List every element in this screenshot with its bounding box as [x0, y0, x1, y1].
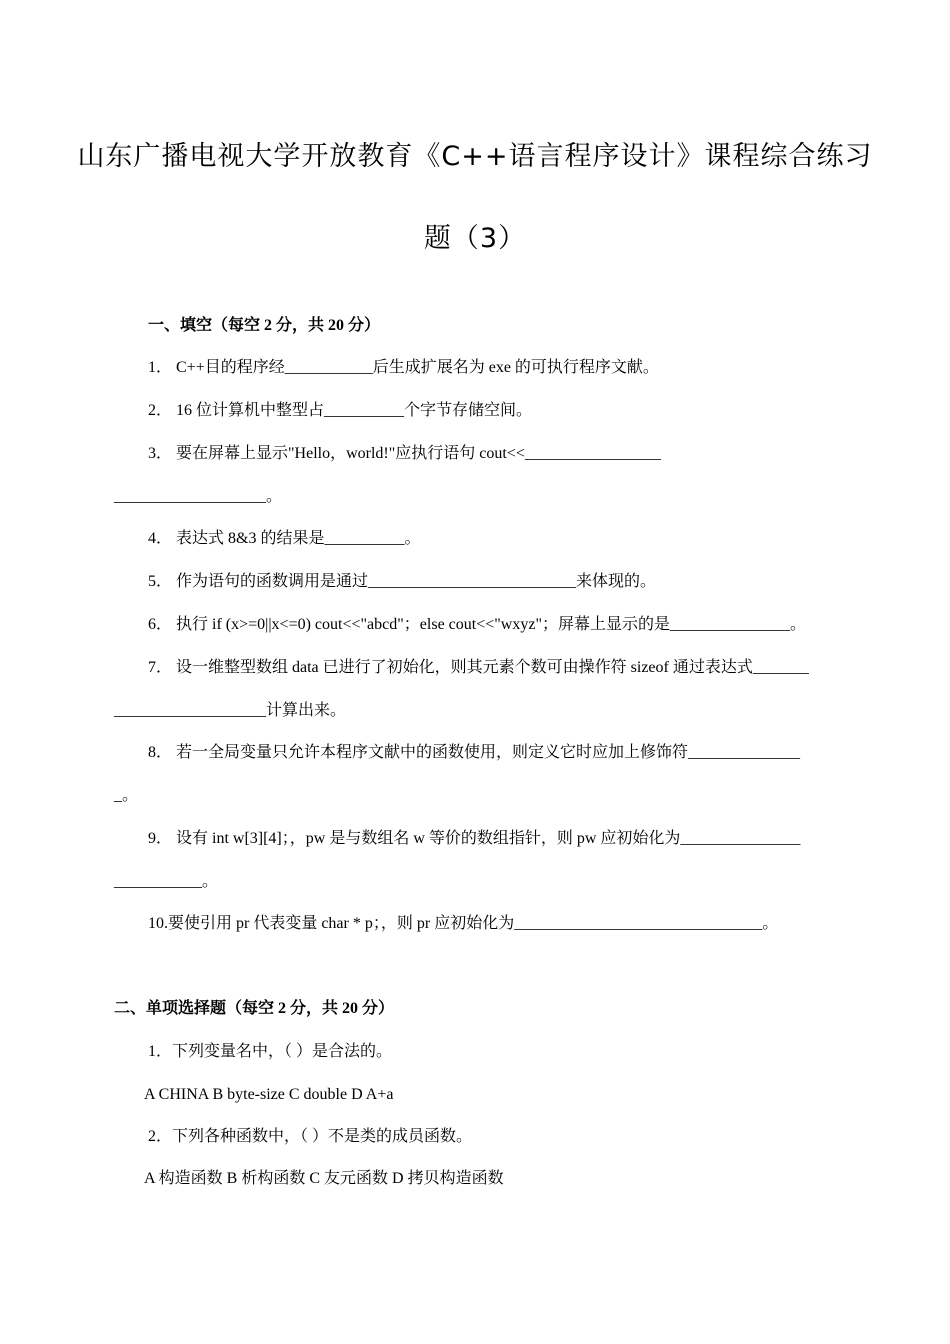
- choice-question-2-options: A 构造函数 B 析构函数 C 友元函数 D 拷贝构造函数: [144, 1170, 504, 1187]
- fill-blank-question-9: 9． 设有 int w[3][4]；，pw 是与数组名 w 等价的数组指针，则 pw 应初始化为_______________: [148, 830, 801, 847]
- choice-question-1: 1．下列变量名中，（ ）是合法的。: [148, 1043, 393, 1060]
- fill-blank-question-6: 6． 执行 if (x>=0||x<=0) cout<<"abcd"；else cout<<"wxyz"；屏幕上显示的是_______________。: [148, 616, 806, 633]
- fill-blank-question-4: 4． 表达式 8&3 的结果是__________。: [148, 530, 421, 547]
- fill-blank-question-10: 10.要使引用 pr 代表变量 char * p；，则 pr 应初始化为_______________________________。: [148, 915, 779, 932]
- fill-blank-question-7-continued: ___________________计算出来。: [114, 702, 347, 719]
- choice-question-2: 2．下列各种函数中，（ ）不是类的成员函数。: [148, 1128, 473, 1145]
- fill-blank-question-7: 7． 设一维整型数组 data 已进行了初始化，则其元素个数可由操作符 sizeof 通过表达式_______: [148, 659, 809, 676]
- section-1-heading: 一、填空（每空 2 分，共 20 分）: [148, 317, 381, 334]
- section-2-heading: 二、单项选择题（每空 2 分，共 20 分）: [114, 1000, 395, 1017]
- fill-blank-question-1: 1． C++目的程序经___________后生成扩展名为 exe 的可执行程序文献。: [148, 359, 659, 376]
- fill-blank-question-5: 5． 作为语句的函数调用是通过__________________________来体现的。: [148, 573, 657, 590]
- fill-blank-question-3: 3． 要在屏幕上显示"Hello，world!"应执行语句 cout<<_________________: [148, 445, 661, 462]
- document-title-line-1: 山东广播电视大学开放教育《C++语言程序设计》课程综合练习: [77, 141, 873, 172]
- fill-blank-question-8: 8． 若一全局变量只允许本程序文献中的函数使用，则定义它时应加上修饰符______________: [148, 744, 801, 761]
- document-title-line-2: 题（3）: [423, 223, 527, 254]
- fill-blank-question-3-continued: ___________________。: [114, 488, 283, 505]
- choice-question-1-options: A CHINA B byte-size C double D A+a: [144, 1086, 394, 1103]
- fill-blank-question-9-continued: ___________。: [114, 873, 219, 890]
- fill-blank-question-2: 2． 16 位计算机中整型占__________个字节存储空间。: [148, 402, 533, 419]
- fill-blank-question-8-continued: _。: [114, 787, 139, 804]
